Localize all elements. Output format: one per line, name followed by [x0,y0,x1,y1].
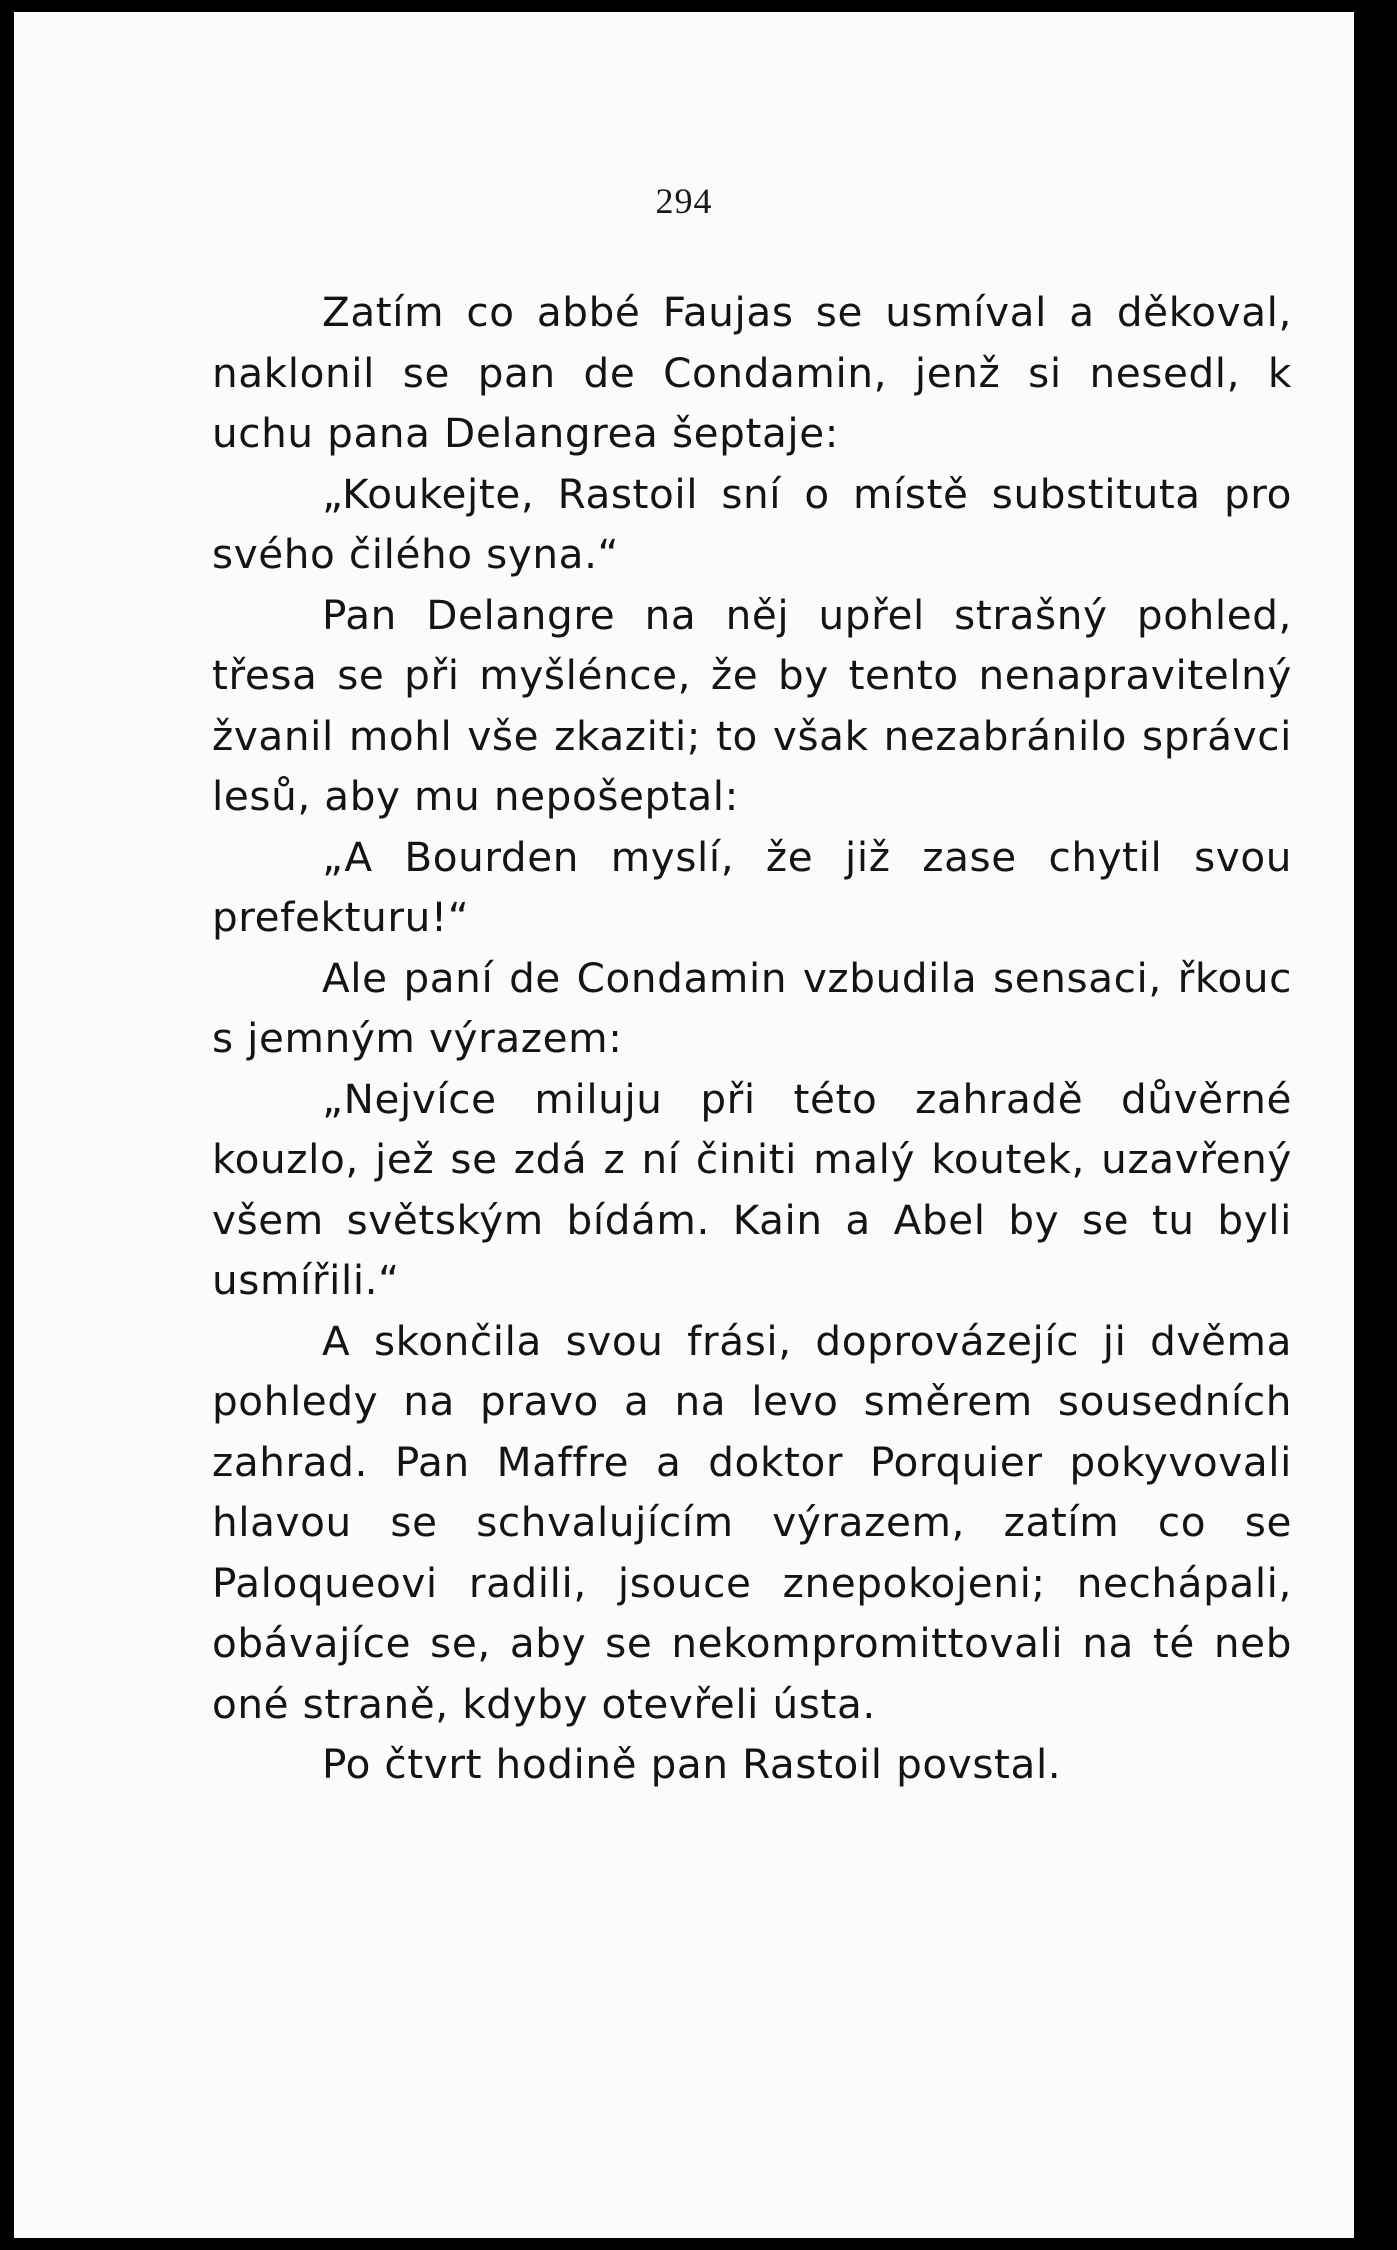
book-page [14,12,1354,2238]
paragraph: „Koukejte, Rastoil sní o místě substituta pro svého čilého syna.“ [212,469,1292,578]
paragraph: Po čtvrt hodině pan Rastoil povstal. [322,1740,1062,1788]
page-number: 294 [655,181,713,221]
paragraph: Ale paní de Condamin vzbudila sensaci, řkouc s jemným výrazem: [212,953,1292,1062]
paragraph: Zatím co abbé Faujas se usmíval a děkoval, naklonil se pan de Condamin, jenž si nesedl, k uchu pana Delangrea šeptaje: [212,288,1292,457]
paragraph: A skončila svou frási, doprovázejíc ji dvěma pohledy na pravo a na levo směrem sousedních zahrad. Pan Maffre a doktor Porquier pokyvovali hlavou se schvalujícím výrazem, zatím co se Paloqueovi radili, jsouce znepokojeni; nechápali, obávajíce se, aby se nekompromittovali na té neb oné straně, kdyby otevřeli ústa. [212,1316,1292,1728]
paragraph: „Nejvíce miluju při této zahradě důvěrné kouzlo, jež se zdá z ní činiti malý koutek, uzavřený všem světským bídám. Kain a Abel by se tu byli usmířili.“ [212,1074,1292,1304]
paragraph: Pan Delangre na něj upřel strašný pohled, třesa se při myšlénce, že by tento nenapravitelný žvanil mohl vše zkaziti; to však nezabránilo správci lesů, aby mu nepošeptal: [212,590,1292,820]
page-body-text [212,282,1292,1795]
paragraph: „A Bourden myslí, že již zase chytil svou prefekturu!“ [212,832,1292,941]
